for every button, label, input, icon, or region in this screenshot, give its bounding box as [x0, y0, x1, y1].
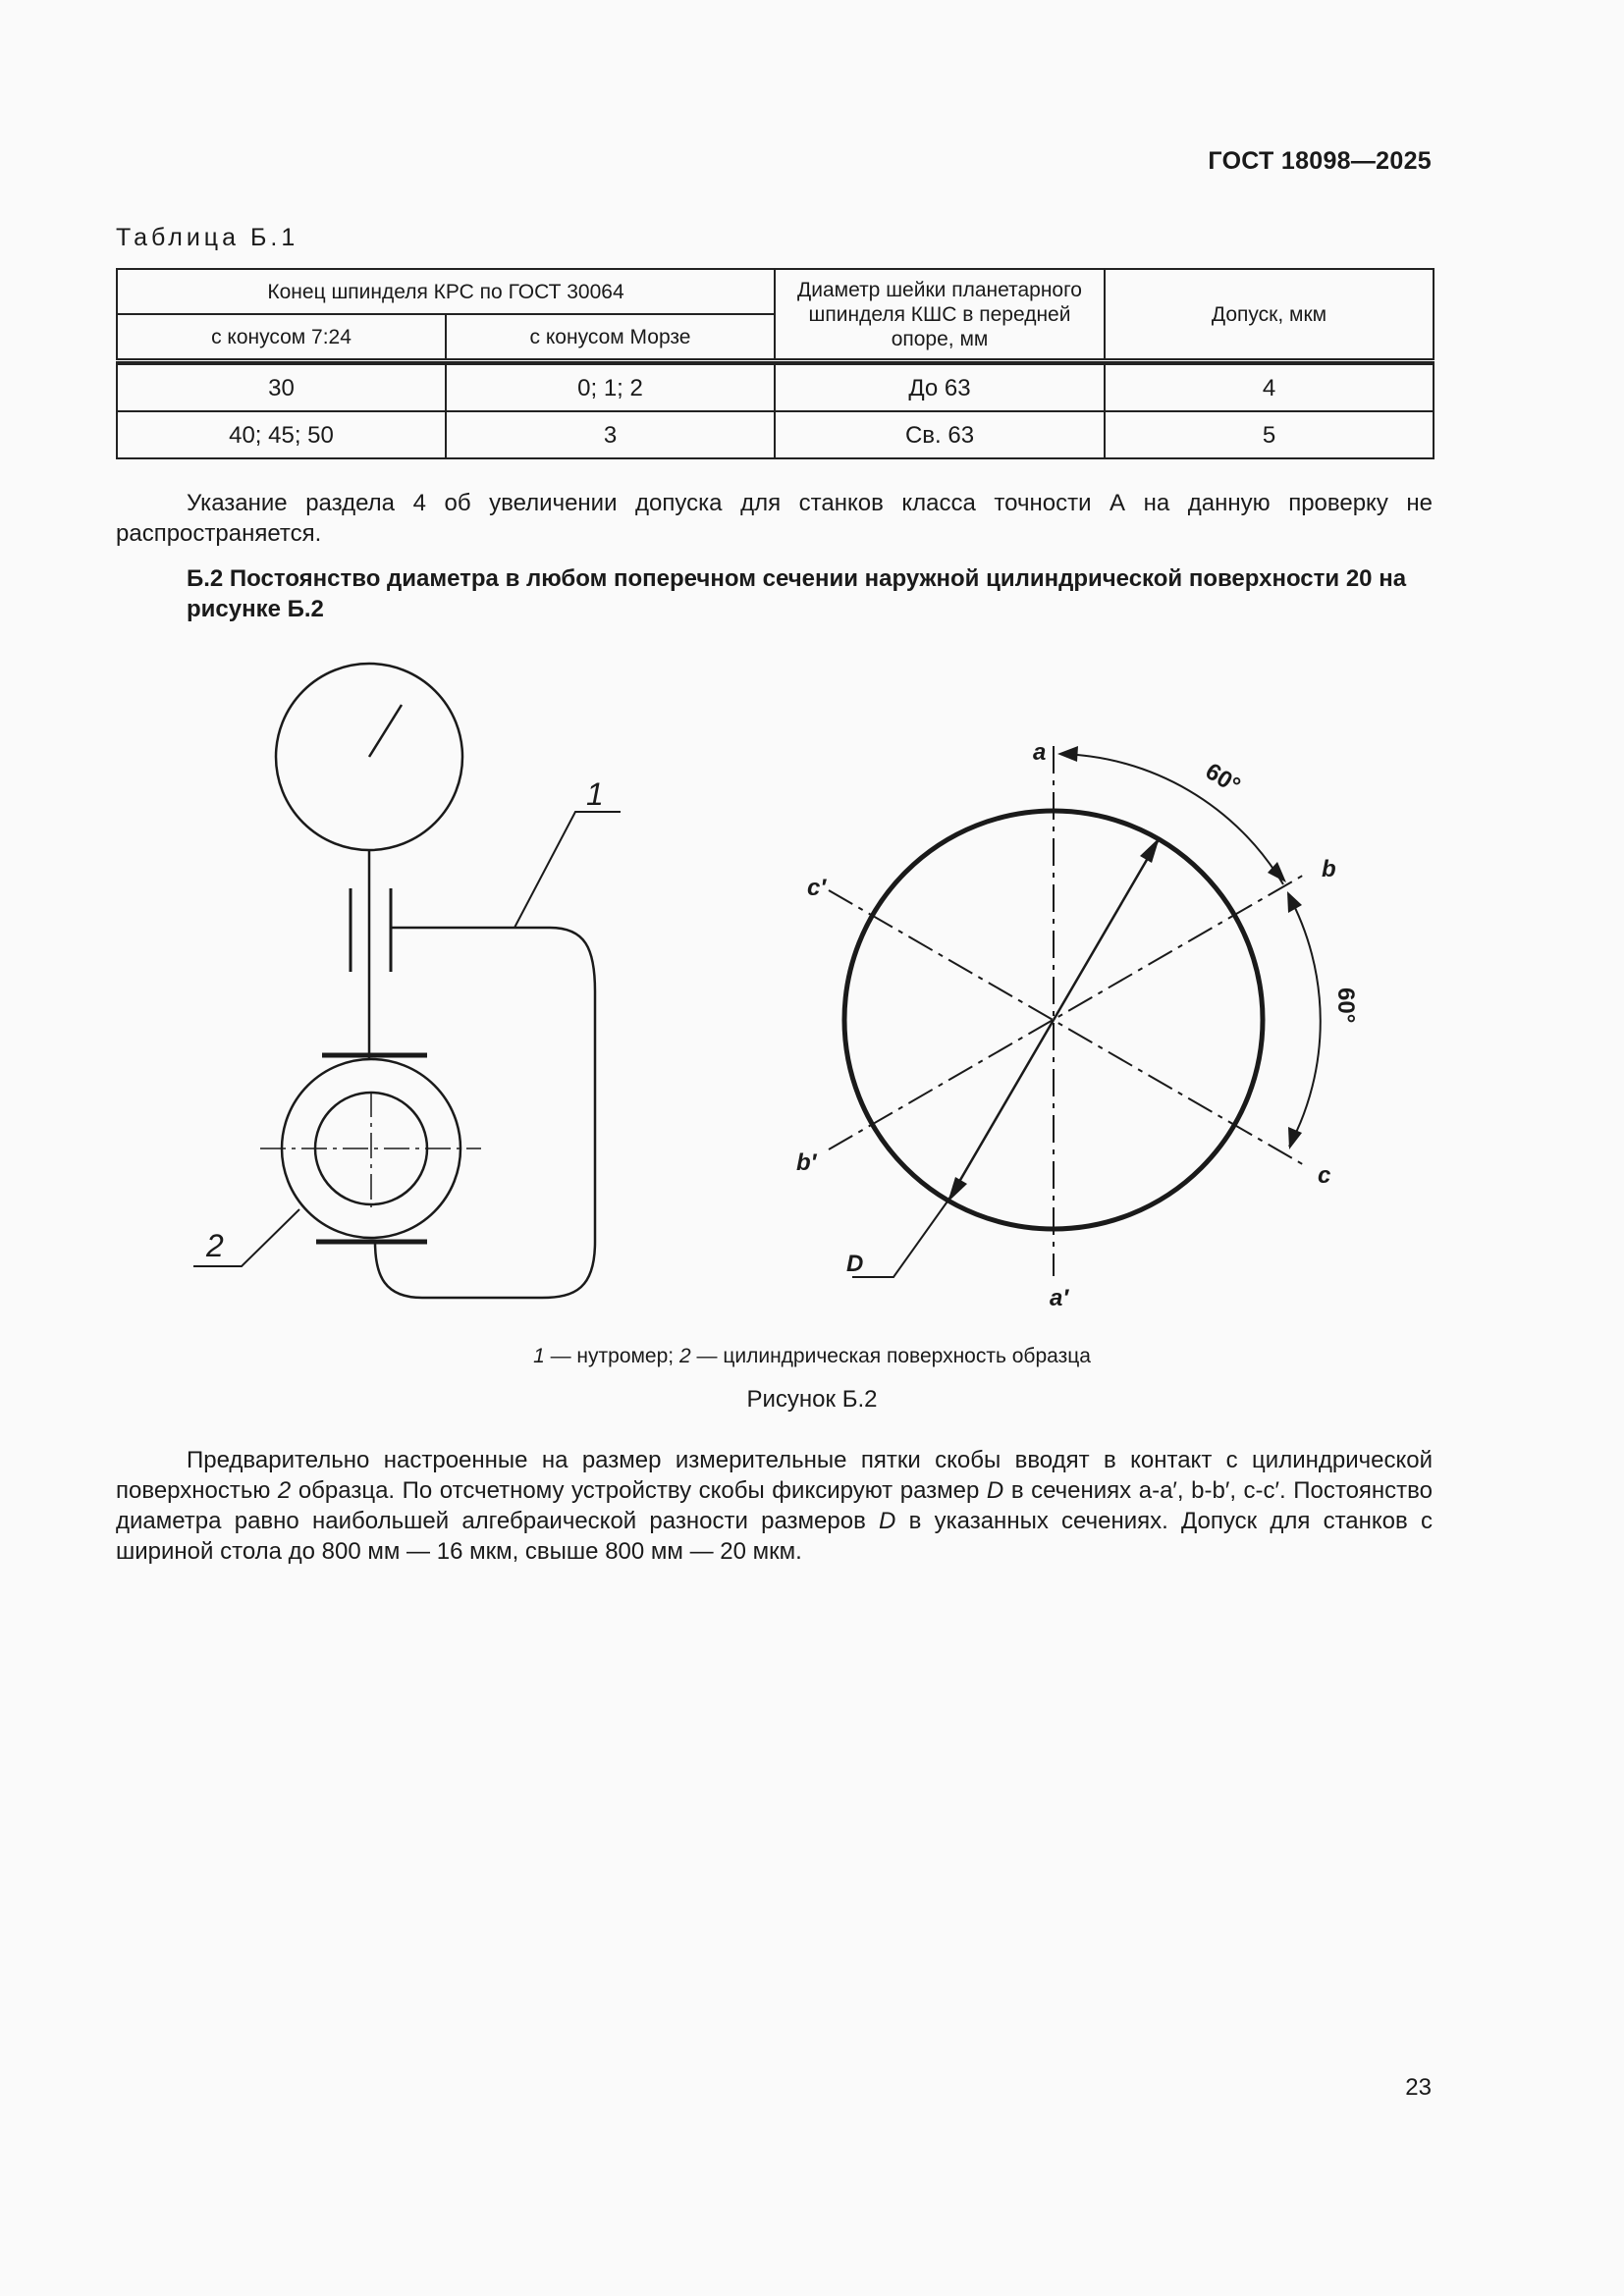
cell-morse: 3 — [446, 411, 775, 458]
cell-diameter: Св. 63 — [775, 411, 1105, 458]
angle-arc-top — [1060, 754, 1283, 884]
section-title: Б.2 Постоянство диаметра в любом поперечном сечении наружной цилиндрической поверхности 20 на рисунке Б.2 — [187, 565, 1407, 622]
label-a: a — [1033, 739, 1047, 766]
body-text-3: в сечениях a-a′, b-b′, c-c′. Постоянство диаметра равно наибольшей алгебраической разности размеров — [116, 1477, 1433, 1534]
diameter-arrow-lower — [949, 1020, 1054, 1199]
body-ref-2: 2 — [277, 1477, 292, 1504]
angle-arrow-right-b — [1288, 1127, 1302, 1149]
cell-diameter: До 63 — [775, 364, 1105, 411]
diameter-arrow-upper — [1054, 841, 1158, 1020]
diameter-arrowhead-upper — [1140, 837, 1160, 863]
figure-legend — [0, 1345, 1624, 1368]
legend-num-1: 1 — [533, 1345, 545, 1367]
cell-tolerance: 4 — [1105, 364, 1434, 411]
cell-cone-724: 30 — [117, 364, 446, 411]
body-d-1: D — [986, 1477, 1004, 1504]
section-line-c — [829, 890, 1306, 1166]
label-c: c — [1318, 1162, 1331, 1189]
body-paragraph — [116, 1445, 1433, 1567]
group-header: Конец шпинделя КРС по ГОСТ 30064 — [117, 269, 775, 314]
col-morse: с конусом Морзе — [446, 314, 775, 361]
section-diagram — [829, 746, 1321, 1277]
cell-tolerance: 5 — [1105, 411, 1434, 458]
angle-arrow-top-a — [1057, 746, 1078, 762]
angle-arrow-right-a — [1287, 891, 1302, 913]
body-d-2: D — [879, 1508, 896, 1534]
label-d: D — [846, 1251, 864, 1277]
label-angle-top: 60° — [1200, 758, 1245, 800]
dial-pointer — [369, 705, 402, 757]
angle-arc-right — [1288, 894, 1321, 1147]
col-diameter: Диаметр шейки планетарного шпинделя КШС в передней опоре, мм — [775, 269, 1105, 361]
label-b-prime: b′ — [796, 1149, 817, 1176]
label-b: b — [1322, 856, 1336, 882]
label-c-prime: c′ — [807, 875, 827, 901]
label-angle-right: 60° — [1332, 988, 1359, 1024]
body-text-4: в указанных сечениях. Допуск для станков с шириной стола до 800 мм — 16 мкм, свыше 800 мм — 20 мкм. — [116, 1508, 1433, 1565]
body-text-2: образца. По отсчетному устройству скобы фиксируют размер — [291, 1477, 987, 1504]
section-line-b — [829, 874, 1306, 1149]
label-item-2: 2 — [206, 1228, 224, 1263]
leader-d — [852, 1199, 949, 1277]
cell-morse: 0; 1; 2 — [446, 364, 775, 411]
col-cone-724: с конусом 7:24 — [117, 314, 446, 361]
legend-text-2: — цилиндрическая поверхность образца — [690, 1345, 1091, 1367]
legend-text-1: — нутромер; — [544, 1345, 679, 1367]
diameter-arrowhead-lower — [947, 1177, 967, 1202]
leader-item-1 — [514, 812, 621, 928]
page-number: 23 — [1405, 2074, 1432, 2101]
cell-cone-724: 40; 45; 50 — [117, 411, 446, 458]
bore-gauge-drawing — [193, 664, 621, 1298]
label-a-prime: a′ — [1050, 1285, 1069, 1311]
label-item-1: 1 — [586, 776, 604, 812]
body-text-1: Предварительно настроенные на размер измерительные пятки скобы вводят в контакт с цилиндрической поверхностью — [116, 1447, 1433, 1504]
table-caption: Таблица Б.1 — [116, 224, 299, 251]
legend-num-2: 2 — [678, 1345, 691, 1367]
standard-id: ГОСТ 18098—2025 — [1208, 147, 1432, 175]
col-tolerance: Допуск, мкм — [1105, 269, 1434, 361]
figure-caption: Рисунок Б.2 — [746, 1386, 878, 1413]
note-paragraph: Указание раздела 4 об увеличении допуска для станков класса точности А на данную проверку не распространяется. — [116, 490, 1433, 547]
